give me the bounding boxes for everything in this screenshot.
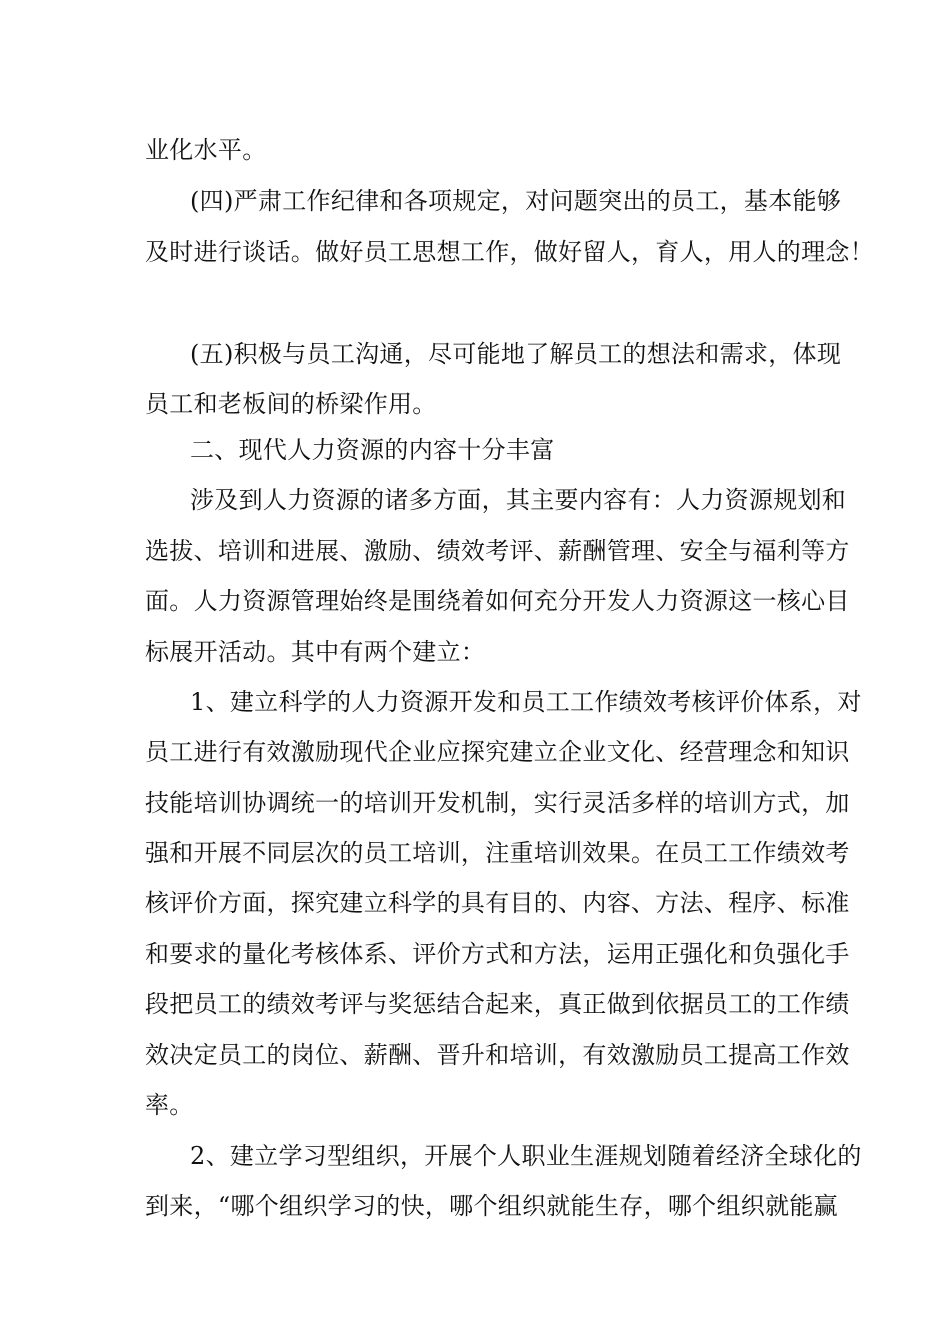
text-line: 效决定员工的岗位、薪酬、晋升和培训，有效激励员工提高工作效 <box>145 1041 850 1069</box>
text-line: 技能培训协调统一的培训开发机制，实行灵活多样的培训方式，加 <box>145 789 850 817</box>
text-line: (五)积极与员工沟通，尽可能地了解员工的想法和需求，体现 <box>190 340 842 368</box>
section-heading: 二、现代人力资源的内容十分丰富 <box>190 436 555 464</box>
text-line: 涉及到人力资源的诸多方面，其主要内容有：人力资源规划和 <box>190 486 847 514</box>
text-line: 和要求的量化考核体系、评价方式和方法，运用正强化和负强化手 <box>145 940 850 968</box>
text-line: 核评价方面，探究建立科学的具有目的、内容、方法、程序、标准 <box>145 889 850 917</box>
text-line: 选拔、培训和进展、激励、绩效考评、薪酬管理、安全与福利等方 <box>145 537 850 565</box>
text-line: 面。人力资源管理始终是围绕着如何充分开发人力资源这一核心目 <box>145 587 850 615</box>
text-line: 业化水平。 <box>145 136 267 164</box>
text-line: 1、建立科学的人力资源开发和员工工作绩效考核评价体系，对 <box>190 688 862 716</box>
text-line: 标展开活动。其中有两个建立： <box>145 638 486 666</box>
text-line: 段把员工的绩效考评与奖惩结合起来，真正做到依据员工的工作绩 <box>145 990 850 1018</box>
text-line: 及时进行谈话。做好员工思想工作，做好留人，育人，用人的理念！ <box>145 238 874 266</box>
text-line: (四)严肃工作纪律和各项规定，对问题突出的员工，基本能够 <box>190 187 842 215</box>
text-line: 到来，“哪个组织学习的快，哪个组织就能生存，哪个组织就能赢 <box>145 1192 838 1220</box>
text-line: 员工进行有效激励现代企业应探究建立企业文化、经营理念和知识 <box>145 738 850 766</box>
text-line: 2、建立学习型组织，开展个人职业生涯规划随着经济全球化的 <box>190 1142 862 1170</box>
text-line: 员工和老板间的桥梁作用。 <box>145 390 437 418</box>
text-line: 强和开展不同层次的员工培训，注重培训效果。在员工工作绩效考 <box>145 839 850 867</box>
text-line: 率。 <box>145 1091 194 1119</box>
